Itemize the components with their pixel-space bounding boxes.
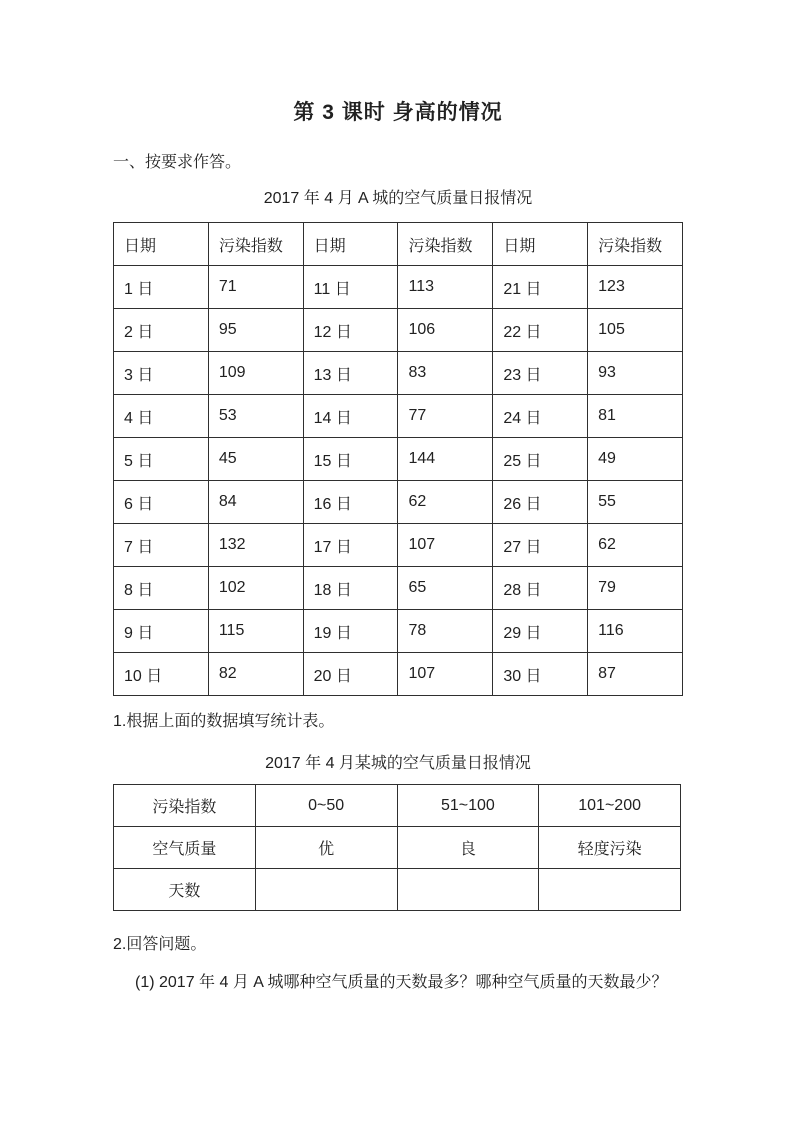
table-row — [114, 827, 681, 869]
stats-table — [113, 784, 681, 911]
pollution-index-cell: 107 — [398, 524, 493, 567]
row-label: 污染指数 — [114, 785, 256, 827]
pollution-index-cell: 81 — [588, 395, 683, 438]
pollution-index-cell: 132 — [208, 524, 303, 567]
column-header: 污染指数 — [588, 223, 683, 266]
value-cell: 0~50 — [255, 785, 397, 827]
pollution-index-cell: 115 — [208, 610, 303, 653]
pollution-index-cell: 62 — [588, 524, 683, 567]
date-cell: 18 日 — [303, 567, 398, 610]
page-title: 第 3 课时 身高的情况 — [293, 101, 503, 124]
pollution-index-cell: 65 — [398, 567, 493, 610]
daily-report-table-head — [114, 223, 683, 266]
date-cell: 27 日 — [493, 524, 588, 567]
date-cell: 2 日 — [114, 309, 209, 352]
daily-report-table-title: 2017 年 4 月 A 城的空气质量日报情况 — [263, 190, 533, 207]
table-row — [114, 309, 683, 352]
table-row — [114, 653, 683, 696]
value-cell: 101~200 — [539, 785, 681, 827]
date-cell: 29 日 — [493, 610, 588, 653]
pollution-index-cell: 105 — [588, 309, 683, 352]
date-cell: 14 日 — [303, 395, 398, 438]
pollution-index-cell: 107 — [398, 653, 493, 696]
row-label: 天数 — [114, 869, 256, 911]
column-header: 日期 — [114, 223, 209, 266]
pollution-index-cell: 102 — [208, 567, 303, 610]
pollution-index-cell: 84 — [208, 481, 303, 524]
value-cell: 优 — [255, 827, 397, 869]
column-header: 日期 — [493, 223, 588, 266]
table-row — [114, 438, 683, 481]
date-cell: 28 日 — [493, 567, 588, 610]
date-cell: 7 日 — [114, 524, 209, 567]
table-row — [114, 610, 683, 653]
daily-report-table-body — [114, 266, 683, 696]
date-cell: 21 日 — [493, 266, 588, 309]
pollution-index-cell: 144 — [398, 438, 493, 481]
pollution-index-cell: 106 — [398, 309, 493, 352]
date-cell: 13 日 — [303, 352, 398, 395]
pollution-index-cell: 49 — [588, 438, 683, 481]
pollution-index-cell: 95 — [208, 309, 303, 352]
date-cell: 4 日 — [114, 395, 209, 438]
date-cell: 9 日 — [114, 610, 209, 653]
blank-answer-cell — [255, 869, 397, 911]
stats-table-title: 2017 年 4 月某城的空气质量日报情况 — [265, 755, 531, 772]
date-cell: 1 日 — [114, 266, 209, 309]
date-cell: 5 日 — [114, 438, 209, 481]
date-cell: 23 日 — [493, 352, 588, 395]
page-content — [113, 0, 683, 993]
date-cell: 17 日 — [303, 524, 398, 567]
date-cell: 12 日 — [303, 309, 398, 352]
date-cell: 10 日 — [114, 653, 209, 696]
blank-answer-cell — [539, 869, 681, 911]
table-row — [114, 869, 681, 911]
pollution-index-cell: 62 — [398, 481, 493, 524]
pollution-index-cell: 53 — [208, 395, 303, 438]
column-header: 污染指数 — [208, 223, 303, 266]
table-row — [114, 481, 683, 524]
value-cell: 良 — [397, 827, 539, 869]
pollution-index-cell: 123 — [588, 266, 683, 309]
pollution-index-cell: 83 — [398, 352, 493, 395]
column-header: 污染指数 — [398, 223, 493, 266]
date-cell: 20 日 — [303, 653, 398, 696]
date-cell: 22 日 — [493, 309, 588, 352]
table-row — [114, 352, 683, 395]
date-cell: 8 日 — [114, 567, 209, 610]
date-cell: 15 日 — [303, 438, 398, 481]
stats-table-body — [114, 785, 681, 911]
date-cell: 6 日 — [114, 481, 209, 524]
pollution-index-cell: 71 — [208, 266, 303, 309]
row-label: 空气质量 — [114, 827, 256, 869]
table-row — [114, 395, 683, 438]
date-cell: 19 日 — [303, 610, 398, 653]
date-cell: 30 日 — [493, 653, 588, 696]
daily-report-table — [113, 222, 683, 696]
pollution-index-cell: 109 — [208, 352, 303, 395]
date-cell: 3 日 — [114, 352, 209, 395]
pollution-index-cell: 116 — [588, 610, 683, 653]
value-cell: 轻度污染 — [539, 827, 681, 869]
pollution-index-cell: 87 — [588, 653, 683, 696]
section-heading: 一、按要求作答。 — [113, 154, 242, 171]
date-cell: 11 日 — [303, 266, 398, 309]
table-row — [114, 266, 683, 309]
pollution-index-cell: 78 — [398, 610, 493, 653]
date-cell: 26 日 — [493, 481, 588, 524]
instruction-2: 2.回答问题。 — [113, 936, 207, 953]
pollution-index-cell: 45 — [208, 438, 303, 481]
column-header: 日期 — [303, 223, 398, 266]
table-row — [114, 524, 683, 567]
question-1: (1) 2017 年 4 月 A 城哪种空气质量的天数最多？哪种空气质量的天数最少？ — [135, 974, 668, 991]
pollution-index-cell: 93 — [588, 352, 683, 395]
instruction-1: 1.根据上面的数据填写统计表。 — [113, 713, 335, 730]
pollution-index-cell: 79 — [588, 567, 683, 610]
blank-answer-cell — [397, 869, 539, 911]
table-row — [114, 785, 681, 827]
header-row — [114, 223, 683, 266]
pollution-index-cell: 55 — [588, 481, 683, 524]
date-cell: 16 日 — [303, 481, 398, 524]
value-cell: 51~100 — [397, 785, 539, 827]
date-cell: 24 日 — [493, 395, 588, 438]
date-cell: 25 日 — [493, 438, 588, 481]
pollution-index-cell: 77 — [398, 395, 493, 438]
pollution-index-cell: 113 — [398, 266, 493, 309]
table-row — [114, 567, 683, 610]
pollution-index-cell: 82 — [208, 653, 303, 696]
